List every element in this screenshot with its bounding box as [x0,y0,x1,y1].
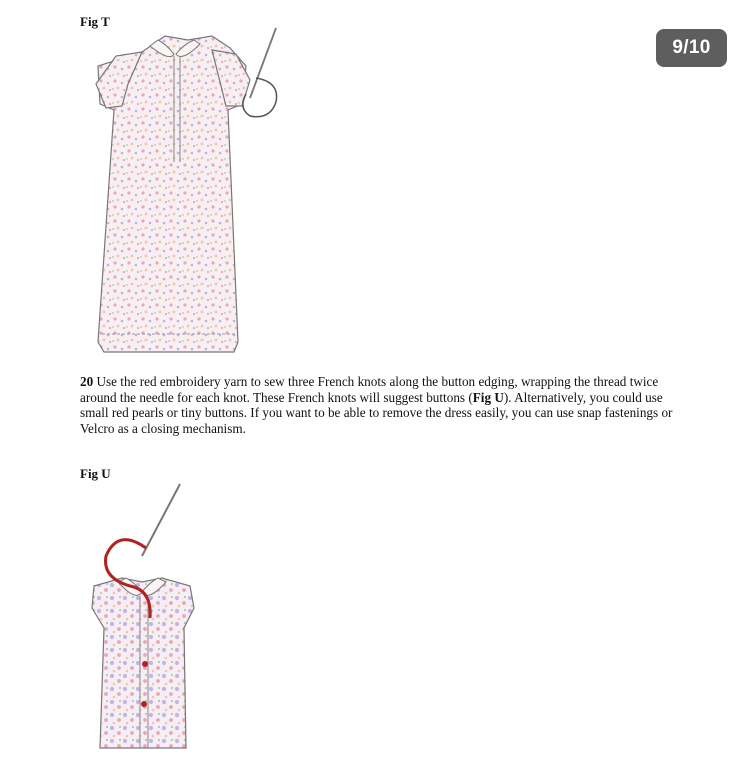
fig-t-label: Fig T [80,14,110,29]
fig-u-label: Fig U [80,466,111,481]
instruction-text-part-1: Use the red embroidery yarn to sew three French knots along the button edging, wrapping the thread twice around the needle for each knot. These French knots will suggest buttons ( [80,374,659,405]
instruction-text-part-2: ). Alternatively, you could use small red pearls or tiny buttons. If you want to be able to remove the dress easily, you can use snap fastenings or Velcro as a closing mechanism. [80,389,673,436]
french-knot [141,701,147,707]
french-knot [142,661,148,667]
figure-reference: Fig U [472,389,504,405]
step-number: 20 [80,374,94,389]
needle-icon [250,28,276,98]
needle-icon [142,484,180,556]
instruction-paragraph [80,374,680,436]
bodice-illustration [70,478,220,764]
page-counter-badge: 9/10 [656,29,727,67]
dress-illustration [70,22,290,362]
